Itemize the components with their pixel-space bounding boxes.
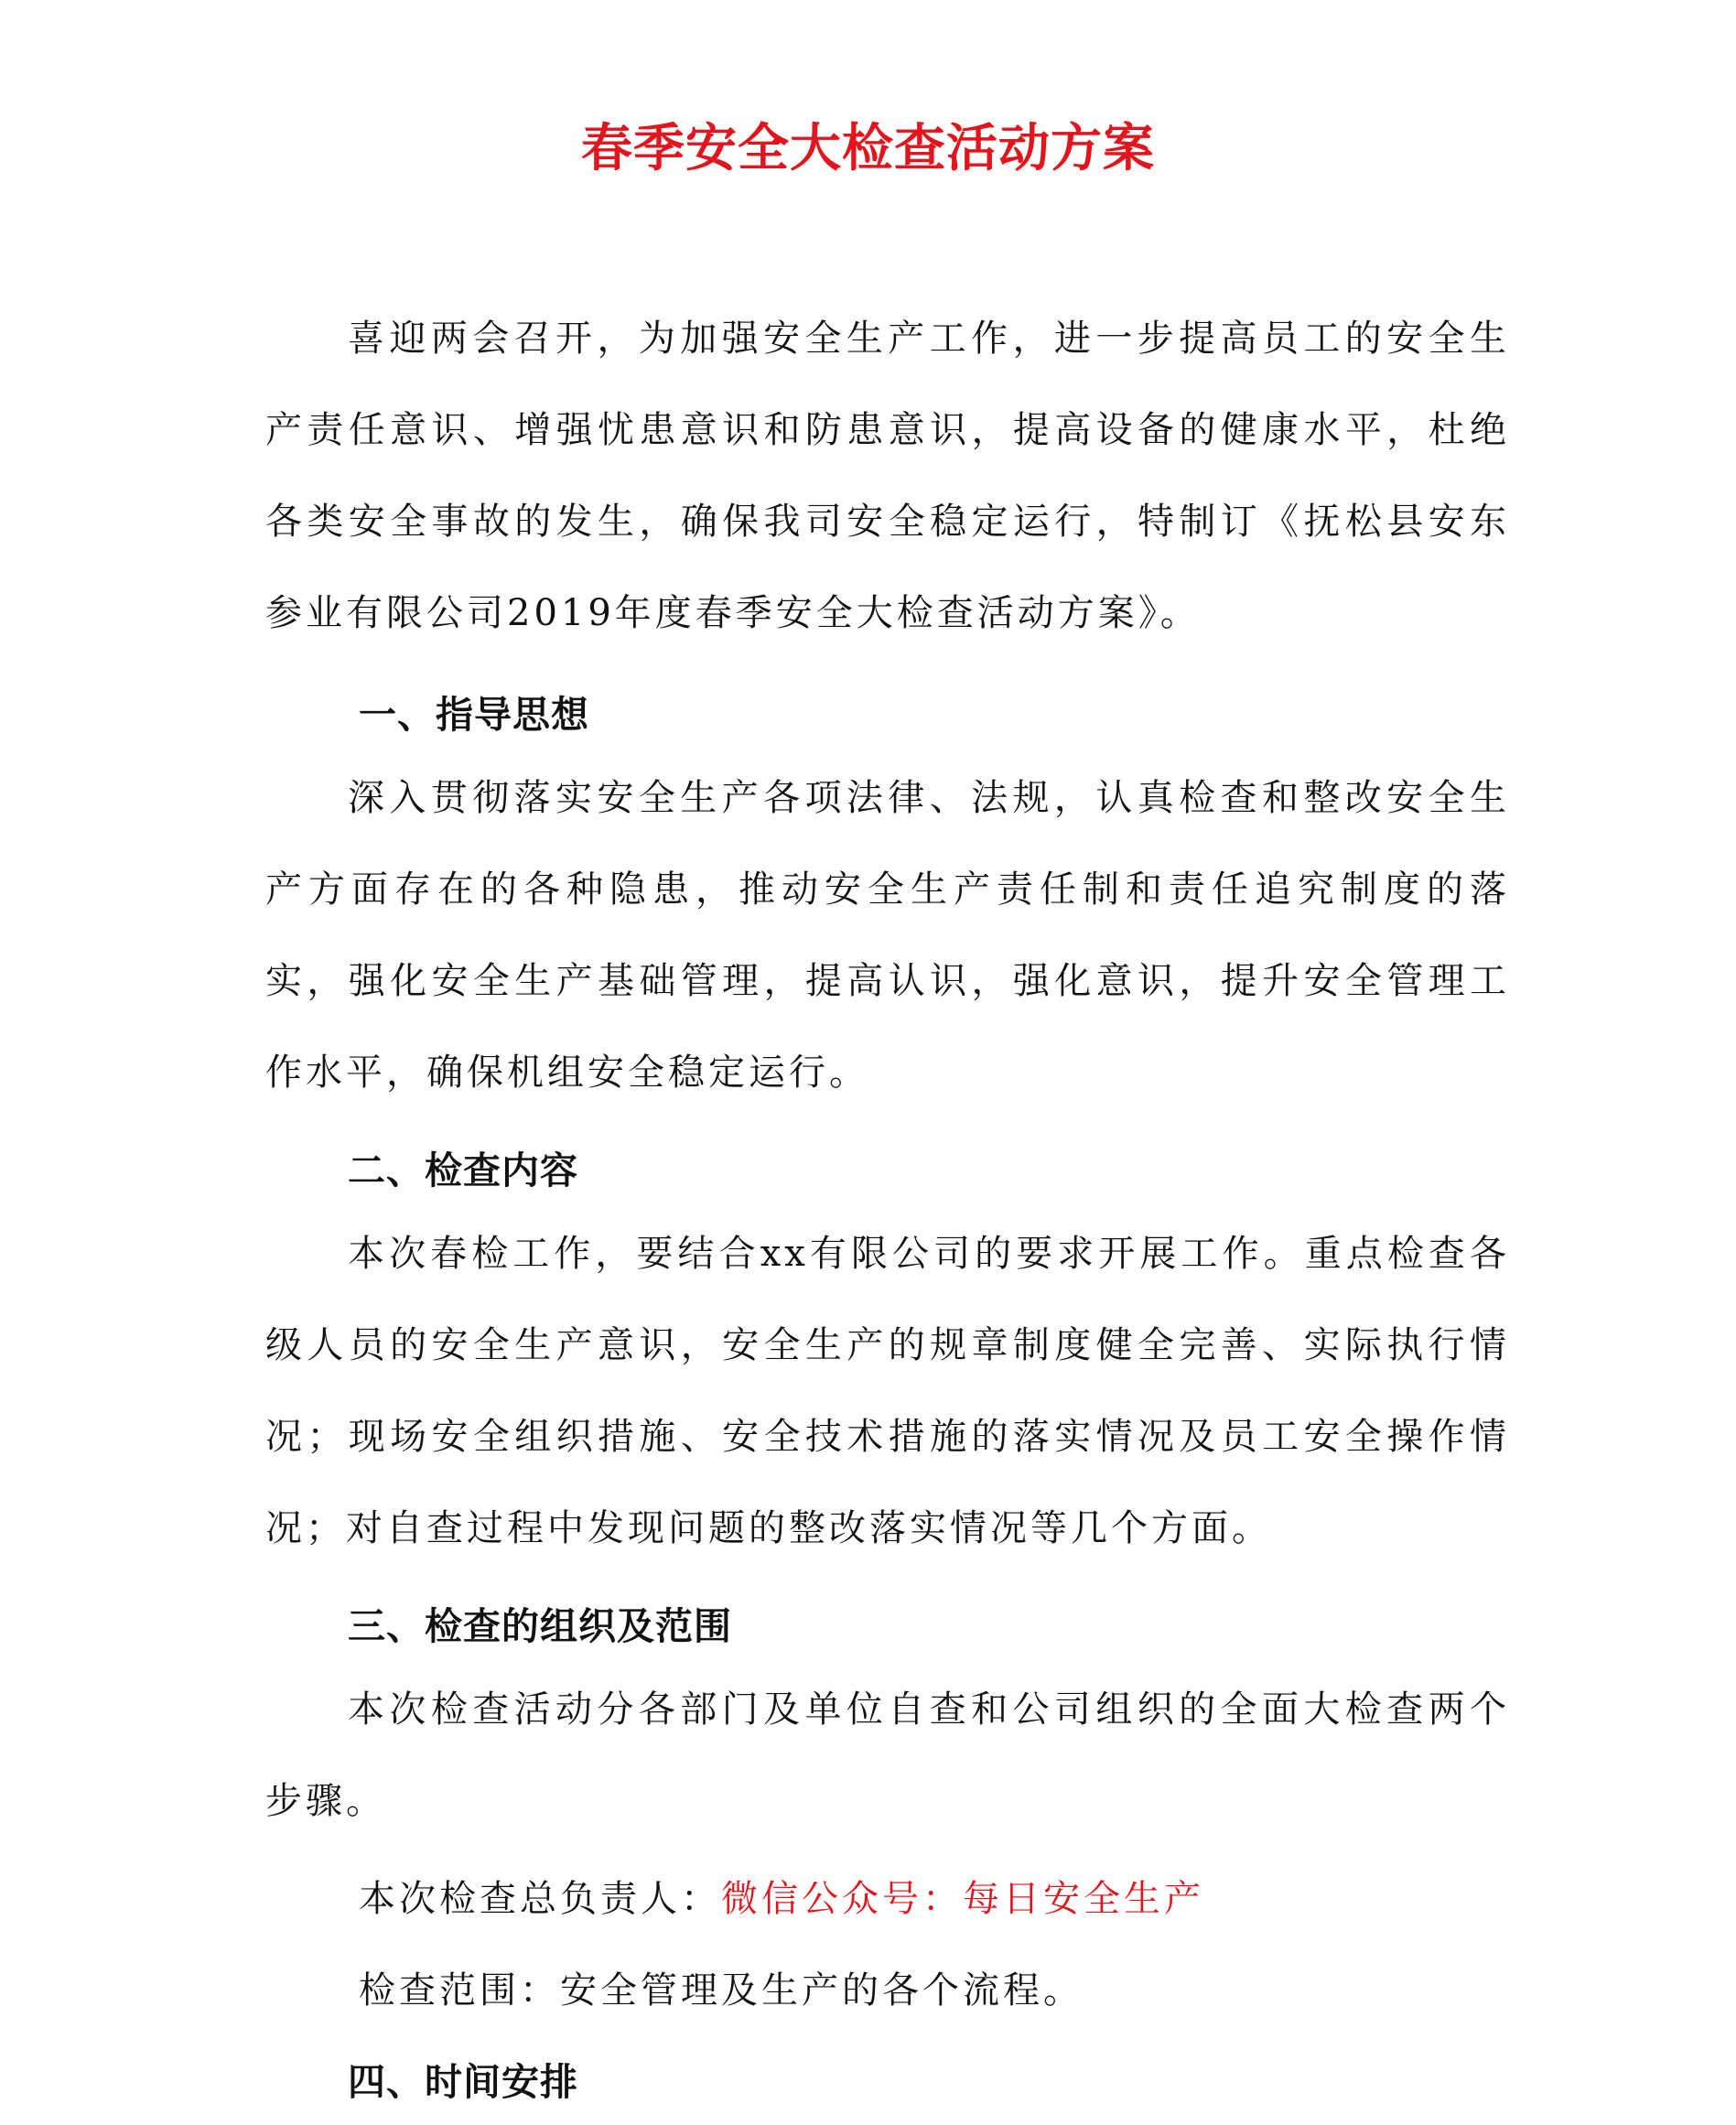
section-2-paragraph — [265, 1208, 1510, 1574]
section-heading-3: 三、检查的组织及范围 — [348, 1604, 732, 1648]
leader-value: 微信公众号：每日安全生产 — [721, 1878, 1204, 1920]
document-title: 春季安全大检查活动方案 — [581, 119, 1155, 178]
section-3-paragraph — [265, 1664, 1510, 1847]
intro-text: 喜迎两会召开，为加强安全生产工作，进一步提高员工的安全生产责任意识、增强忧患意识和防患意识，提高设备的健康水平，杜绝各类安全事故的发生，确保我司安全稳定运行，特制订《抚松县安东参业有限公司2019年度春季安全大检查活动方案》。 — [265, 318, 1510, 634]
scope-line: 检查范围：安全管理及生产的各个流程。 — [359, 1969, 1084, 2012]
section-1-paragraph — [265, 752, 1510, 1118]
leader-label: 本次检查总负责人： — [359, 1878, 721, 1920]
section-2-text: 本次春检工作，要结合xx有限公司的要求开展工作。重点检查各级人员的安全生产意识，安全生产的规章制度健全完善、实际执行情况；现场安全组织措施、安全技术措施的落实情况及员工安全操作情况；对自查过程中发现问题的整改落实情况等几个方面。 — [265, 1233, 1510, 1549]
section-heading-2: 二、检查内容 — [348, 1149, 578, 1192]
section-1-text: 深入贯彻落实安全生产各项法律、法规，认真检查和整改安全生产方面存在的各种隐患，推动安全生产责任制和责任追究制度的落实，强化安全生产基础管理，提高认识，强化意识，提升安全管理工作水平，确保机组安全稳定运行。 — [265, 777, 1510, 1094]
section-heading-1: 一、指导思想 — [359, 693, 589, 737]
leader-line — [359, 1870, 1204, 1922]
intro-paragraph — [265, 293, 1510, 659]
section-heading-4: 四、时间安排 — [348, 2060, 578, 2104]
section-3-text: 本次检查活动分各部门及单位自查和公司组织的全面大检查两个步骤。 — [265, 1688, 1510, 1822]
